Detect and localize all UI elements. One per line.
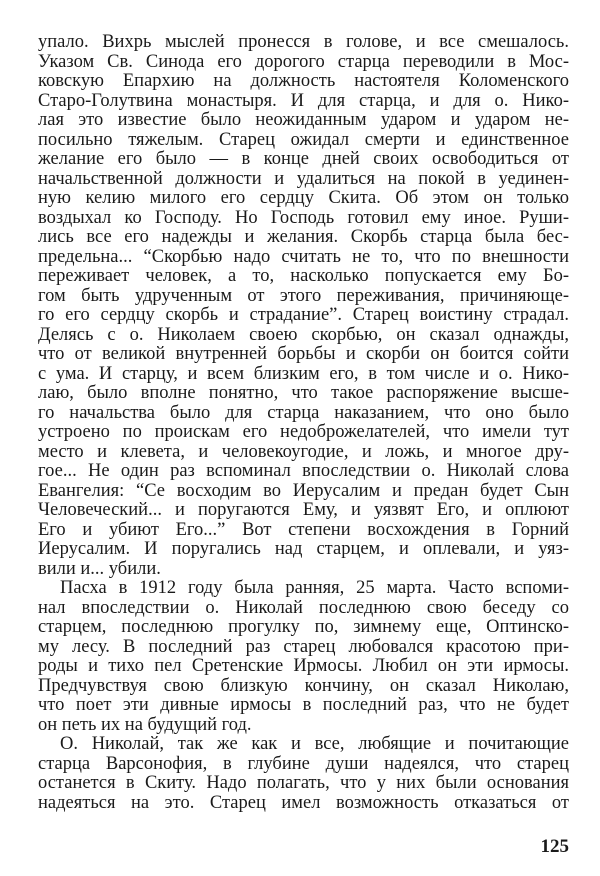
text-line: надеяться на это. Старец имел возможность отказаться от xyxy=(38,792,569,813)
text-line: место и клевета, и человекоугодие, и ложь, и многое дру- xyxy=(38,441,569,462)
text-line: вили и... убили. xyxy=(38,558,161,579)
text-line: упало. Вихрь мыслей пронесся в голове, и все смешалось. xyxy=(38,32,569,52)
text-line: Делясь с о. Николаем своею скорбью, он сказал однажды, xyxy=(38,324,569,345)
text-line: начальственной должности и удалиться на покой в уединен- xyxy=(38,168,569,189)
text-line: ную келию милого его сердцу Скита. Об этом он только xyxy=(38,188,569,208)
text-line: му лесу. В последний раз старец любовался красотою при- xyxy=(38,636,569,657)
text-line: О. Николай, так же как и все, любящие и почитающие xyxy=(60,734,569,754)
text-line: лаю, было вполне понятно, что такое распоряжение высше- xyxy=(38,383,569,403)
text-line: старцем, последнюю прогулку по, зимнему еще, Оптинско- xyxy=(38,617,569,637)
text-line: гое... Не один раз вспоминал впоследствии о. Николай слова xyxy=(38,461,569,481)
text-line: предельна... “Скорбью надо считать не то, что по внешности xyxy=(38,246,569,267)
text-line: посильно тяжелым. Старец ожидал смерти и единственное xyxy=(38,129,569,150)
text-line: Старо-Голутвина монастыря. И для старца, и для о. Нико- xyxy=(38,90,569,111)
text-line: Указом Св. Синода его дорогого старца переводили в Мос- xyxy=(38,51,569,72)
text-line: воздыхал ко Господу. Но Господь готовил ему иное. Руши- xyxy=(38,207,569,228)
text-line: гом быть удрученным от этого переживания, причиняюще- xyxy=(38,285,569,306)
text-line: он петь их на будущий год. xyxy=(38,714,252,735)
text-line: желание его было — в конце дней своих освободиться от xyxy=(38,149,569,169)
text-line: Человеческий... и поругаются Ему, и уязвят Его, и оплюют xyxy=(38,500,569,520)
text-line: го его сердцу скорбь и страдание”. Старец воистину страдал. xyxy=(38,305,569,325)
text-line: старца Варсонофия, в глубине души надеялся, что старец xyxy=(38,753,569,774)
paragraph xyxy=(38,33,569,579)
text-line: с ума. И старцу, и всем близким его, в том числе и о. Нико- xyxy=(38,363,569,384)
paragraph xyxy=(38,735,569,813)
text-line: устроено по проискам его недоброжелателей, что имели тут xyxy=(38,422,569,442)
text-line: Иерусалим. И поругались над старцем, и оплевали, и уяз- xyxy=(38,539,569,559)
paragraph xyxy=(38,579,569,735)
text-line: лись все его надежды и желания. Скорбь старца была бес- xyxy=(38,227,569,247)
text-line: что поет эти дивные ирмосы в последний раз, что не будет xyxy=(38,695,569,715)
text-line: роды и тихо пел Сретенские Ирмосы. Любил он эти ирмосы. xyxy=(38,656,569,676)
text-line: лая это известие было неожиданным ударом и ударом не- xyxy=(38,110,569,130)
text-line: Предчувствуя свою близкую кончину, он сказал Николаю, xyxy=(38,675,569,696)
text-line: останется в Скиту. Надо полагать, что у них были основания xyxy=(38,773,569,793)
page-body-text xyxy=(38,33,569,813)
page-number: 125 xyxy=(540,836,569,857)
text-line: переживает человек, а то, насколько попускается ему Бо- xyxy=(38,266,569,286)
text-line: Евангелия: “Се восходим во Иерусалим и предан будет Сын xyxy=(38,480,569,501)
text-line: нал впоследствии о. Николай последнюю свою беседу со xyxy=(38,597,569,618)
text-line: го начальства было для старца наказанием, что оно было xyxy=(38,402,569,423)
text-line: Его и убиют Его...” Вот степени восхождения в Горний xyxy=(38,519,569,540)
text-line: Пасха в 1912 году была ранняя, 25 марта. Часто вспоми- xyxy=(60,578,569,598)
text-line: ковскую Епархию на должность настоятеля Коломенского xyxy=(38,71,569,91)
text-line: что от великой внутренней борьбы и скорби он боится сойти xyxy=(38,344,569,364)
